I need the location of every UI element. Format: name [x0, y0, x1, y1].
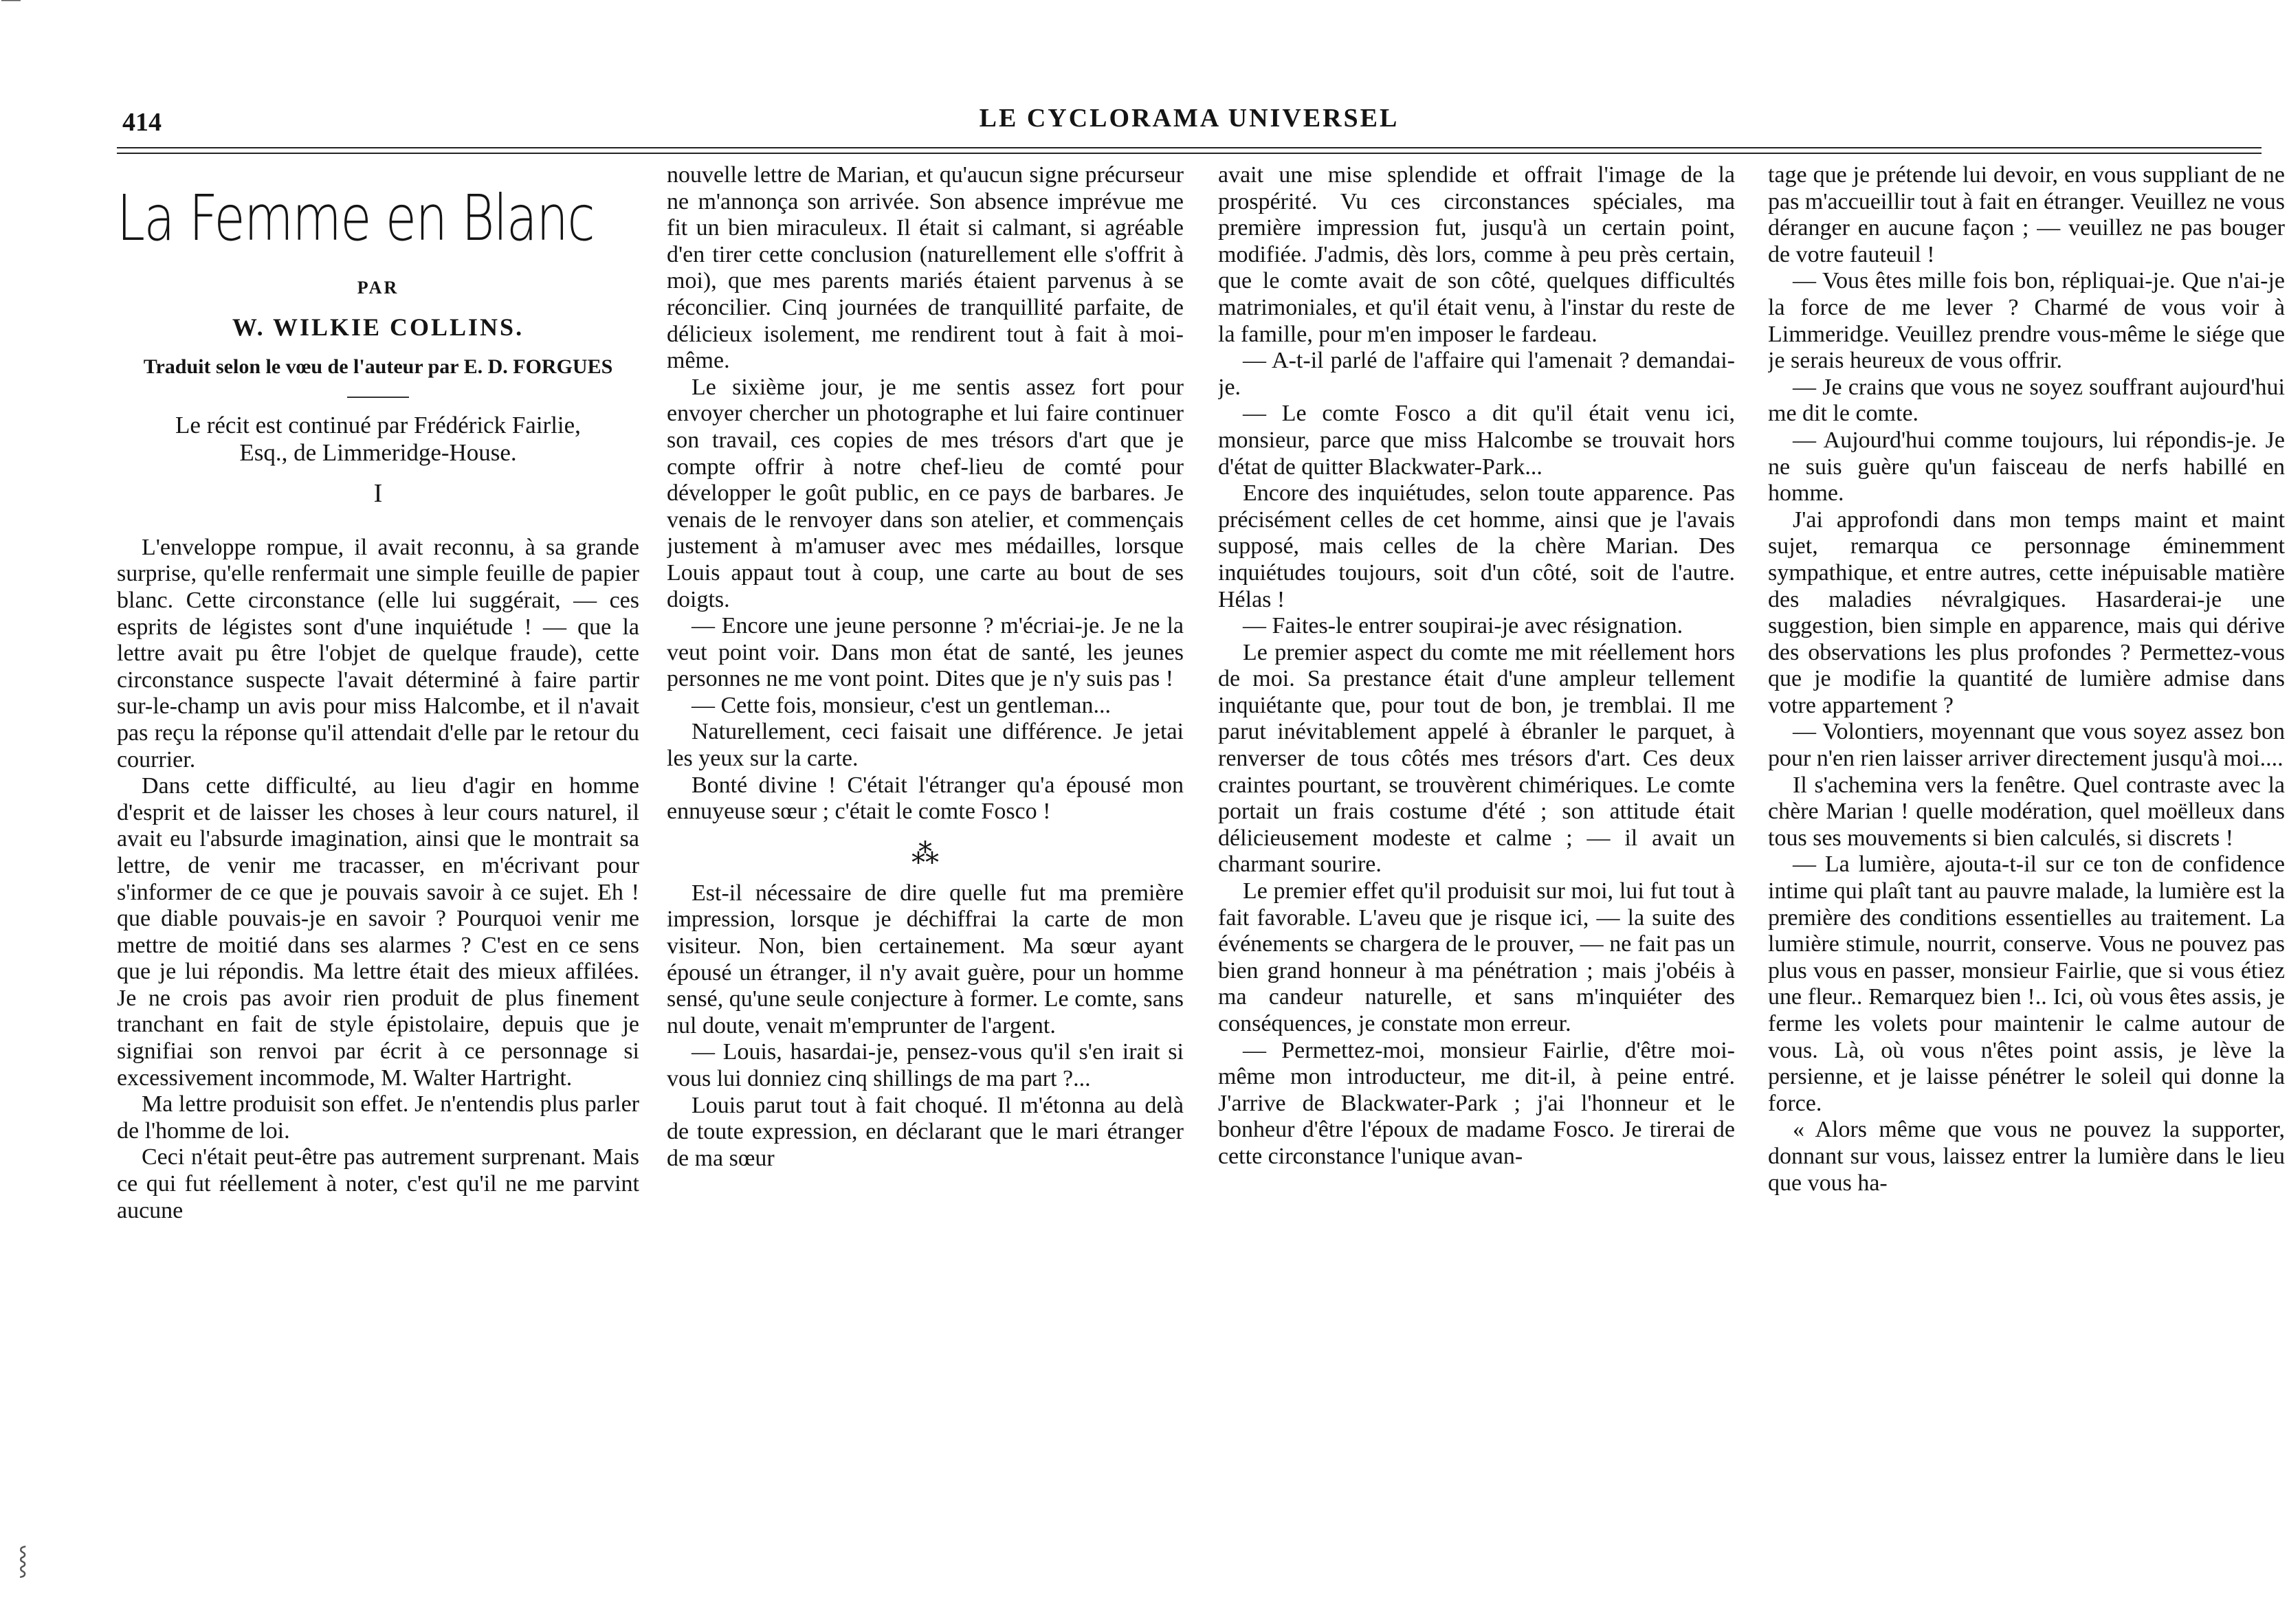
translation-credit: Traduit selon le vœu de l'auteur par E. D. FORGUES [143, 355, 613, 379]
paragraph: — Le comte Fosco a dit qu'il était venu ici, monsieur, parce que miss Halcombe se trouvait hors d'état de quitter Blackwater-Park... [1218, 401, 1735, 480]
paragraph: — Je crains que vous ne soyez souffrant aujourd'hui me dit le comte. [1768, 374, 2285, 427]
paragraph: Ceci n'était peut-être pas autrement surprenant. Mais ce qui fut réellement à noter, c'est qu'il ne me parvint aucune [117, 1144, 639, 1223]
paragraph: Louis parut tout à fait choqué. Il m'étonna au delà de toute expression, en déclarant que le mari étranger de ma sœur [667, 1092, 1184, 1171]
paragraph: Est-il nécessaire de dire quelle fut ma première impression, lorsque je déchiffrai la carte de mon visiteur. Non, bien certainement. Ma sœur ayant épousé un étranger, il n'y avait guère, pour un homme sensé, qu'une seule conjecture à former. Le comte, sans nul doute, venait m'emprunter de l'argent. [667, 880, 1184, 1038]
margin-mark: ⸾ [18, 1544, 28, 1575]
paragraph: Ma lettre produisit son effet. Je n'entendis plus parler de l'homme de loi. [117, 1091, 639, 1144]
paragraph: — Faites-le entrer soupirai-je avec résignation. [1243, 613, 1683, 639]
header-rule [117, 147, 2262, 154]
paragraph: J'ai approfondi dans mon temps maint et maint sujet, remarqua ce personnage éminemment sympathique, et entre autres, cette inépuisable matière des maladies névralgiques. Hasarderai-je une suggestion, bien simple en apparence, mais qui dérive des observations les plus profondes ? Permettez-vous que je modifie la quantité de lumière admise dans votre appartement ? [1768, 507, 2285, 718]
column-2 [667, 162, 1184, 1468]
page-header [117, 96, 2262, 137]
paragraph: « Alors même que vous ne pouvez la supporter, donnant sur vous, laissez entrer la lumière dans le lieu que vous ha- [1768, 1117, 2285, 1196]
paragraph: Le premier effet qu'il produisit sur moi, lui fut tout à fait favorable. L'aveu que je risque ici, — la suite des événements se chargera de le prouver, — ne fait pas un bien grand honneur à ma pénétration ; mais j'obéis à ma candeur naturelle, et sans m'inquiéter des conséquences, je constate mon erreur. [1218, 878, 1735, 1036]
column-3 [1218, 162, 1735, 1468]
paragraph: — Louis, hasardai-je, pensez-vous qu'il s'en irait si vous lui donniez cinq shillings de ma part ?... [667, 1039, 1184, 1091]
paragraph: Le premier aspect du comte me mit réellement hors de moi. Sa prestance était d'une ampleur tellement inquiétante que, pour tout de bon, je tremblai. Il me parut inévitablement appelé à ébranler le parquet, à renverser de tous côtés mes trésors d'art. Ces deux craintes pourtant, se trouvèrent chimériques. Le comte portait un frais costume d'été ; son attitude était délicieusement modeste et calme ; — il avait un charmant sourire. [1218, 639, 1735, 878]
paragraph: — Volontiers, moyennant que vous soyez assez bon pour n'en rien laisser arriver directement jusqu'à moi.... [1768, 719, 2285, 772]
page-number: 414 [122, 108, 162, 137]
paragraph: Le sixième jour, je me sentis assez fort pour envoyer chercher un photographe et lui faire continuer son travail, ces copies de mes trésors d'art que je compte offrir à notre chef-lieu de comté pour développer le goût public, en ce pays de barbares. Je venais de le renvoyer dans son atelier, et commençais justement à m'amuser avec mes médailles, lorsque Louis appaut tout à coup, une carte au bout de ses doigts. [667, 374, 1184, 612]
column-1 [117, 162, 639, 1468]
paragraph: tage que je prétende lui devoir, en vous suppliant de ne pas m'accueillir tout à fait en étranger. Veuillez ne vous déranger en aucune façon ; — veuillez ne pas bouger de votre fauteuil ! [1768, 162, 2285, 267]
paragraph: Bonté divine ! C'était l'étranger qu'a épousé mon ennuyeuse sœur ; c'était le comte Fosco ! [667, 772, 1184, 825]
intro-note: Le récit est continué par Frédérick Fairlie, Esq., de Limmeridge-House. [175, 412, 581, 467]
byline-par: PAR [357, 278, 399, 298]
paragraph: — A-t-il parlé de l'affaire qui l'amenait ? demandai-je. [1218, 348, 1735, 400]
paragraph: — Vous êtes mille fois bon, répliquai-je. Que n'ai-je la force de me lever ? Charmé de vous voir à Limmeridge. Veuillez prendre vous-même le siége que je serais heureux de vous offrir. [1768, 268, 2285, 374]
paragraph: Encore des inquiétudes, selon toute apparence. Pas précisément celles de cet homme, ainsi que je l'avais supposé, mais celles de la chère Marian. Des inquiétudes toujours, soit d'un côté, soit de l'autre. Hélas ! [1218, 480, 1735, 612]
story-title: La Femme en Blanc [117, 181, 595, 255]
paragraph: Il s'achemina vers la fenêtre. Quel contraste avec la chère Marian ! quelle modération, quel moëlleux dans tous ses mouvements si bien calculés, si discrets ! [1768, 772, 2285, 851]
corner-mark: ▔▔▔ [1, 0, 21, 10]
paragraph: avait une mise splendide et offrait l'image de la prospérité. Vu ces circonstances spéciales, ma première impression fut, jusqu'à un certain point, modifiée. J'admis, dès lors, comme à peu près certain, que le comte avait de son côté, quelques difficultés matrimoniales, et qu'il était venu, à l'instar du reste de la famille, pour m'en imposer le fardeau. [1218, 162, 1735, 347]
paragraph: — Encore une jeune personne ? m'écriai-je. Je ne la veut point voir. Dans mon état de santé, les jeunes personnes ne me vont point. Dites que je n'y suis pas ! [667, 613, 1184, 692]
author-name: W. WILKIE COLLINS. [232, 313, 524, 341]
paragraph: — Aujourd'hui comme toujours, lui répondis-je. Je ne suis guère qu'un faisceau de nerfs habillé en homme. [1768, 427, 2285, 507]
paragraph: — La lumière, ajouta-t-il sur ce ton de confidence intime qui plaît tant au pauvre malade, la lumière est la première des conditions essentielles au traitement. La lumière stimule, nourrit, conserve. Vous ne pouvez pas plus vous en passer, monsieur Fairlie, que si vous étiez une fleur.. Remarquez bien !.. Ici, où vous êtes assis, je ferme les volets pour maintenir le calme autour de vous. Là, où vous n'êtes point assis, je lève la persienne, et je laisse pénétrer le soleil qui donne la force. [1768, 852, 2285, 1116]
paragraph: L'enveloppe rompue, il avait reconnu, à sa grande surprise, qu'elle renfermait une simple feuille de papier blanc. Cette circonstance (elle lui suggérait, — ces esprits de légistes sont d'une inquiétude ! — que la lettre avait pu être l'objet de quelque fraude), cette circonstance suspecte l'avait déterminé à faire partir sur-le-champ un avis pour miss Halcombe, et il n'avait pas reçu la réponse qu'il attendait d'elle par le retour du courrier. [117, 534, 639, 772]
asterism: ⁂ [911, 838, 939, 869]
section-divider [347, 397, 409, 398]
paragraph: — Cette fois, monsieur, c'est un gentleman... [692, 692, 1112, 718]
column-4 [1768, 162, 2285, 1468]
paragraph: Dans cette difficulté, au lieu d'agir en homme d'esprit et de laisser les choses à leur cours naturel, il avait eu l'absurde imagination, ainsi que le montrait sa lettre, de venir me tracasser, en m'écrivant pour s'informer de ce que je pouvais savoir à ce sujet. Eh ! que diable pouvais-je en savoir ? Pourquoi venir me mettre de moitié dans ses alarmes ? C'est en ce sens que je lui répondis. Ma lettre était des mieux affilées. Je ne crois pas avoir rien produit de plus finement tranchant en fait de style épistolaire, depuis que je signifiai son renvoi par écrit à ce personnage si excessivement incommode, M. Walter Hartright. [117, 773, 639, 1091]
paragraph: nouvelle lettre de Marian, et qu'aucun signe précurseur ne m'annonça son arrivée. Son absence imprévue me fit un bien miraculeux. Il était si calmant, si agréable d'en tirer cette conclusion (naturellement elle s'offrit à moi), que mes parents mariés étaient parvenus à se réconcilier. Cinq journées de tranquillité parfaite, de délicieux isolement, me rendirent tout à fait à moi-même. [667, 162, 1184, 374]
chapter-number: I [373, 479, 383, 509]
paragraph: — Permettez-moi, monsieur Fairlie, d'être moi-même mon introducteur, me dit-il, à peine entré. J'arrive de Blackwater-Park ; j'ai l'honneur et le bonheur d'être l'époux de madame Fosco. Je tirerai de cette circonstance l'unique avan- [1218, 1037, 1735, 1169]
running-title: LE CYCLORAMA UNIVERSEL [979, 104, 1400, 133]
paragraph: Naturellement, ceci faisait une différence. Je jetai les yeux sur la carte. [667, 719, 1184, 772]
